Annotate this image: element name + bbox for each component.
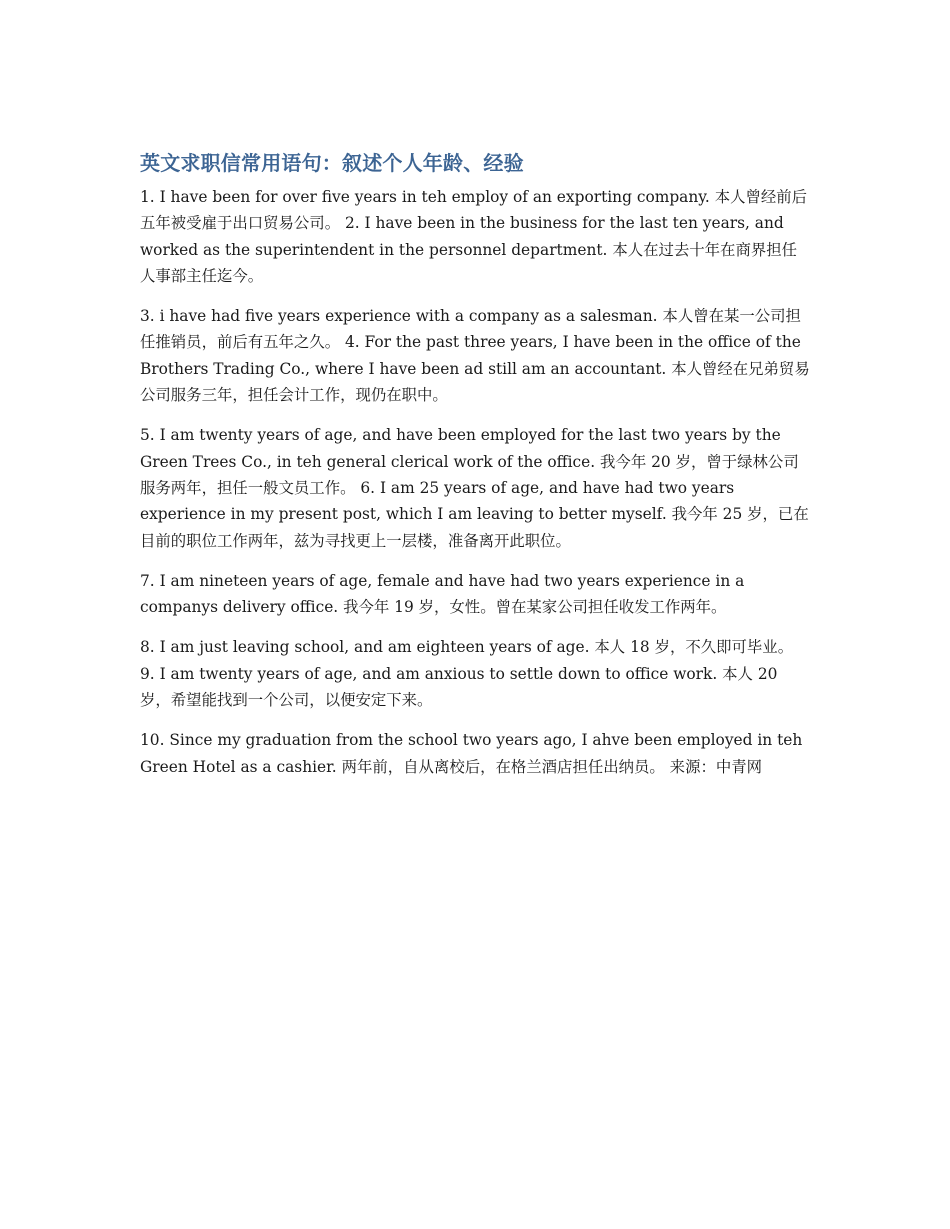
paragraph-5: 8. I am just leaving school, and am eighteen years of age. 本人 18 岁，不久即可毕业。 9. I am twenty years of age, and am anxious to settle down to office work. 本人 20 岁，希望能找到一个公司，以便安定下来。	[140, 638, 794, 710]
paragraph-4: 7. I am nineteen years of age, female and have had two years experience in a companys delivery office. 我今年 19 岁，女性。曾在某家公司担任收发工作两年。	[140, 571, 745, 617]
document-title: 英文求职信常用语句：叙述个人年龄、经验	[140, 151, 524, 175]
paragraph-1: 1. I have been for over five years in teh employ of an exporting company. 本人曾经前后五年被受雇于出口贸易公司。 2. I have been in the business for the last ten years, and worked as the superintendent in the personnel department. 本人在过去十年在商界担任人事部主任迄今。	[140, 188, 808, 285]
document-page	[140, 146, 812, 794]
paragraph-2: 3. i have had five years experience with a company as a salesman. 本人曾在某一公司担任推销员，前后有五年之久。 4. For the past three years, I have been in the office of the Brothers Trading Co., where I have been ad still am an accountant. 本人曾经在兄弟贸易公司服务三年，担任会计工作，现仍在职中。	[140, 307, 810, 405]
paragraph-3: 5. I am twenty years of age, and have been employed for the last two years by the Green Trees Co., in teh general clerical work of the office. 我今年 20 岁，曾于绿林公司服务两年，担任一般文员工作。 6. I am 25 years of age, and have had two years experience in my present post, which I am leaving to better myself. 我今年 25 岁，已在目前的职位工作两年，兹为寻找更上一层楼，准备离开此职位。	[140, 426, 809, 550]
paragraph-6: 10. Since my graduation from the school two years ago, I ahve been employed in teh Green Hotel as a cashier. 两年前，自从离校后，在格兰酒店担任出纳员。 来源：中青网	[140, 731, 803, 776]
